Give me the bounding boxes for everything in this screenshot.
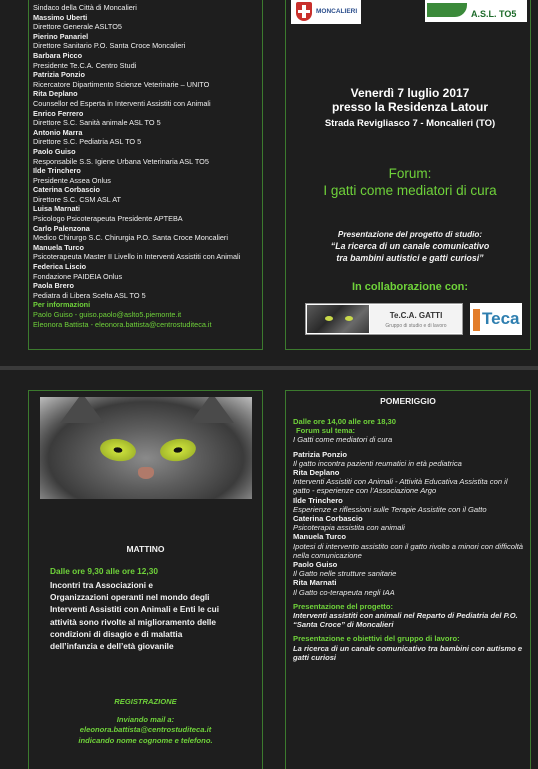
talk-title: Il Gatto nelle strutture sanitarie	[293, 569, 397, 579]
participant-name: Manuela Turco	[33, 242, 84, 252]
flyer-front-page	[0, 0, 538, 366]
speaker-name: Manuela Turco	[293, 532, 347, 542]
participant-role: Direttore Generale ASLTO5	[33, 22, 122, 32]
talk-title: Ipotesi di intervento assistito con il gatto rivolto a minori con difficoltà nella comunicazione	[293, 541, 524, 560]
morning-time: Dalle ore 9,30 alle ore 12,30	[50, 566, 158, 576]
participant-name: Federica Liscio	[33, 262, 87, 272]
morning-heading: MATTINO	[126, 544, 165, 554]
afternoon-heading: POMERIGGIO	[380, 396, 436, 406]
morning-description	[50, 579, 250, 652]
collaboration-label: In collaborazione con:	[351, 281, 469, 293]
registration-instruction: Inviando mail a:	[116, 715, 175, 724]
participant-name: Pierino Panariel	[33, 31, 89, 41]
afternoon-time: Dalle ore 14,00 alle ore 18,30	[293, 417, 397, 426]
participant-role: Direttore Sanitario P.O. Santa Croce Moncalieri	[33, 41, 186, 51]
registration-details: indicando nome cognome e telefono.	[78, 736, 213, 745]
participant-role: Responsabile S.S. Igiene Urbana Veterinaria ASL TO5	[33, 156, 209, 166]
cat-ear-right	[190, 397, 234, 423]
teca-gatti-title: Te.C.A. GATTI	[389, 311, 443, 320]
talk-title: Esperienze e riflessioni sulle Terapie Assistite con il Gatto	[293, 504, 487, 514]
speaker-name: Patrizia Ponzio	[293, 449, 348, 459]
participant-name: Massimo Uberti	[33, 12, 88, 22]
participants-list	[33, 0, 261, 329]
morning-line: condizioni di disagio e di malattia	[50, 628, 183, 639]
speaker-name: Rita Marnati	[293, 578, 337, 588]
speaker-name: Caterina Corbascio	[293, 514, 363, 524]
teca-gatti-logo	[305, 303, 463, 335]
theme-title: I Gatti come mediatori di cura	[293, 435, 393, 445]
participant-role: Direttore S.C. Sanità animale ASL TO 5	[33, 118, 161, 128]
cat-eye-right	[159, 437, 198, 464]
presentation-heading: Presentazione del progetto di studio:	[337, 230, 483, 239]
participant-name: Carlo Palenzona	[33, 223, 90, 233]
teca-logo	[470, 303, 522, 335]
asl-logo-text: A.S.L. TO5	[471, 9, 517, 19]
participant-name: Luisa Marnati	[33, 204, 81, 214]
talk-title: Il gatto incontra pazienti reumatici in età pediatrica	[293, 458, 462, 468]
participant-name: Paolo Guiso	[33, 146, 76, 156]
participant-name: Patrizia Ponzio	[33, 70, 85, 80]
forum-label: Forum:	[388, 166, 432, 181]
participant-name: Antonio Marra	[33, 127, 83, 137]
morning-line: dell’infanzia e dell’età giovanile	[50, 641, 174, 652]
event-date: Venerdì 7 luglio 2017	[350, 86, 470, 100]
morning-line: Organizzazioni operanti nel mondo degli	[50, 592, 210, 603]
asl-logo	[425, 0, 527, 22]
presentation-title-line2: tra bambini autistici e gatti curiosi”	[336, 253, 484, 263]
crest-icon	[296, 2, 312, 21]
talk-title: Il Gatto co-terapeuta negli IAA	[293, 587, 395, 597]
participant-role: Psicologo Psicoterapeuta Presidente APTEBA	[33, 214, 183, 224]
moncalieri-logo-text: MONCALIERI	[316, 8, 358, 15]
cat-nose	[138, 467, 154, 479]
participant-name: Caterina Corbascio	[33, 185, 100, 195]
info-contact-guiso[interactable]: Paolo Guiso - guiso.paolo@aslto5.piemonte.it	[33, 310, 182, 319]
participant-role: Fondazione PAIDEIA Onlus	[33, 271, 123, 281]
participant-role: Sindaco della Città di Moncalieri	[33, 3, 137, 12]
objectives-label: Presentazione e obiettivi del gruppo di lavoro:	[293, 634, 460, 644]
speaker-name: Rita Deplano	[293, 468, 340, 478]
forum-title: I gatti come mediatori di cura	[323, 183, 497, 198]
info-heading: Per informazioni	[33, 300, 91, 310]
cat-eye-left	[99, 437, 138, 464]
project-label: Presentazione del progetto:	[293, 601, 393, 611]
participant-role: Counsellor ed Esperta in Interventi Assistiti con Animali	[33, 98, 211, 108]
teca-bar-icon	[473, 309, 480, 331]
morning-line: attività sono rivolte al miglioramento delle	[50, 616, 216, 627]
cat-photo	[40, 397, 252, 499]
project-text: Interventi assistiti con animali nel Reparto di Pediatria del P.O. “Santa Croce” di Moncalieri	[293, 611, 518, 630]
speaker-name: Ilde Trinchero	[293, 495, 343, 505]
teca-band	[370, 305, 462, 333]
participant-role: Pediatra di Libera Scelta ASL TO 5	[33, 290, 146, 300]
participant-role: Direttore S.C. CSM ASL AT	[33, 194, 121, 204]
participant-role: Direttore S.C. Pediatria ASL TO 5	[33, 137, 142, 147]
event-address: Strada Revigliasco 7 - Moncalieri (TO)	[324, 118, 496, 129]
registration-heading: REGISTRAZIONE	[114, 697, 177, 706]
event-venue: presso la Residenza Latour	[331, 100, 489, 114]
participant-name: Enrico Ferrero	[33, 108, 84, 118]
registration-email[interactable]: eleonora.battista@centrostuditeca.it	[79, 725, 212, 734]
participant-name: Ilde Trinchero	[33, 166, 81, 176]
presentation-title-line1: “La ricerca di un canale comunicativo	[330, 241, 490, 251]
participant-role: Presidente Assea Onlus	[33, 175, 111, 185]
speaker-name: Paolo Guiso	[293, 560, 338, 570]
cat-thumbnail-image	[307, 305, 369, 333]
talk-title: Psicoterapia assistita con animali	[293, 523, 405, 533]
teca-gatti-subtitle: Gruppo di studio e di lavoro	[385, 323, 447, 329]
theme-label: Forum sul tema:	[296, 426, 356, 436]
talk-title: Interventi Assistiti con Animali - Attività Educativa Assistita con il gatto - esperienze con l’Associazione Argo	[293, 477, 508, 496]
asl-swoosh-icon	[427, 3, 467, 17]
participant-role: Presidente Te.C.A. Centro Studi	[33, 60, 137, 70]
moncalieri-logo	[291, 0, 361, 24]
participant-name: Rita Deplano	[33, 89, 78, 99]
participant-role: Psicoterapeuta Master II Livello in Interventi Assistiti con Animali	[33, 252, 241, 262]
morning-line: Interventi Assistiti con Animali e Enti le cui	[50, 604, 220, 615]
participant-name: Barbara Picco	[33, 50, 83, 60]
flyer-program-page	[0, 370, 538, 769]
morning-line: Incontri tra Associazioni e	[50, 580, 153, 590]
cat-ear-left	[60, 397, 104, 423]
participant-name: Paola Brero	[33, 281, 74, 291]
info-contact-battista[interactable]: Eleonora Battista - eleonora.battista@centrostuditeca.it	[33, 319, 212, 329]
objectives-text: La ricerca di un canale comunicativo tra bambini con autismo e gatti curiosi	[293, 643, 523, 662]
afternoon-program	[293, 417, 525, 662]
participant-role: Ricercatore Dipartimento Scienze Veterinarie – UNITO	[33, 79, 210, 89]
participant-role: Medico Chirurgo S.C. Chirurgia P.O. Santa Croce Moncalieri	[33, 233, 228, 243]
teca-logo-text: Teca	[482, 309, 520, 328]
